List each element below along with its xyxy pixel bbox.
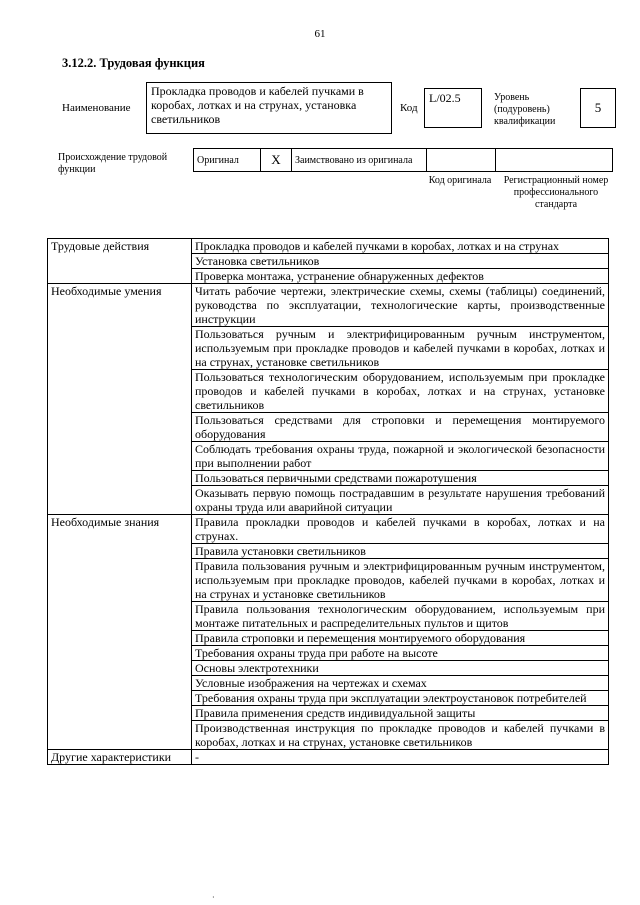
level-box: [580, 88, 616, 128]
section-item-cell: Требования охраны труда при эксплуатации электроустановок потребителей: [192, 691, 609, 706]
code-value: L/02.5: [429, 91, 461, 105]
section-item-cell: Пользоваться ручным и электрифицированным ручным инструментом, используемым при прокладке проводов и кабелей пучками в коробах, лотках и на струнах, установке светильников: [192, 327, 609, 370]
origin-reg-caption: Регистрационный номер профессионального стандарта: [503, 175, 609, 210]
section-item-cell: Пользоваться первичными средствами пожаротушения: [192, 471, 609, 486]
section-item-cell: Прокладка проводов и кабелей пучками в коробах, лотках и на струнах: [192, 239, 609, 254]
section-item-cell: Проверка монтажа, устранение обнаруженных дефектов: [192, 269, 609, 284]
section-item-cell: Пользоваться средствами для строповки и перемещения монтируемого оборудования: [192, 413, 609, 442]
origin-code-caption: Код оригинала: [428, 175, 492, 186]
name-label: Наименование: [62, 102, 131, 114]
section-item-cell: Пользоваться технологическим оборудованием, используемым при прокладке проводов и кабелей пучками в коробах, лотках и на струнах, установке светильников: [192, 370, 609, 413]
level-value: 5: [594, 100, 602, 115]
section-item-cell: Соблюдать требования охраны труда, пожарной и экологической безопасности при выполнении работ: [192, 442, 609, 471]
section-item-cell: Основы электротехники: [192, 661, 609, 676]
table-row: [48, 750, 609, 765]
section-item-cell: Правила пользования технологическим оборудованием, используемым при монтаже питательных и распределительных пультов и щитов: [192, 602, 609, 631]
section-item-cell: Правила установки светильников: [192, 544, 609, 559]
section-title: 3.12.2. Трудовая функция: [62, 56, 205, 70]
section-item-cell: Установка светильников: [192, 254, 609, 269]
origin-code-cell: [427, 149, 496, 172]
section-item-cell: Требования охраны труда при работе на высоте: [192, 646, 609, 661]
section-item-cell: Оказывать первую помощь пострадавшим в результате нарушения требований охраны труда или аварийной ситуации: [192, 486, 609, 515]
table-row: [48, 515, 609, 544]
section-item-cell: Правила прокладки проводов и кабелей пучками в коробах, лотках и на струнах.: [192, 515, 609, 544]
section-item-cell: Правила пользования ручным и электрифицированным ручным инструментом, используемым при прокладке проводов, кабелей пучками в коробах, лотках и на струнах и установке светильников: [192, 559, 609, 602]
section-item-cell: -: [192, 750, 609, 765]
original-mark: X: [261, 149, 292, 172]
function-details-table: [47, 238, 609, 765]
section-item-cell: Условные изображения на чертежах и схемах: [192, 676, 609, 691]
section-title-cell: Другие характеристики: [48, 750, 192, 765]
borrowed-label: Заимствовано из оригинала: [292, 149, 427, 172]
level-label: Уровень (подуровень) квалификации: [494, 92, 556, 127]
bottom-mark: ·: [212, 893, 215, 902]
function-name-box: [146, 82, 392, 134]
section-item-cell: Читать рабочие чертежи, электрические схемы, схемы (таблицы) соединений, руководства по эксплуатации, технологические карты, производственные инструкции: [192, 284, 609, 327]
origin-reg-cell: [496, 149, 613, 172]
origin-label: Происхождение трудовой функции: [58, 152, 168, 175]
section-title-cell: Необходимые знания: [48, 515, 192, 750]
origin-table: [193, 148, 613, 172]
table-row: [48, 239, 609, 254]
section-item-cell: Производственная инструкция по прокладке проводов и кабелей пучками в коробах, лотках и на струнах, установке светильников: [192, 721, 609, 750]
original-label: Оригинал: [194, 149, 261, 172]
section-item-cell: Правила строповки и перемещения монтируемого оборудования: [192, 631, 609, 646]
code-label: Код: [400, 102, 418, 114]
code-box: [424, 88, 482, 128]
section-title-cell: Трудовые действия: [48, 239, 192, 284]
function-name-value: Прокладка проводов и кабелей пучками в коробах, лотках и на струнах, установка светильников: [151, 84, 364, 126]
section-title-cell: Необходимые умения: [48, 284, 192, 515]
page-number: 61: [314, 28, 326, 40]
section-item-cell: Правила применения средств индивидуальной защиты: [192, 706, 609, 721]
table-row: [48, 284, 609, 327]
